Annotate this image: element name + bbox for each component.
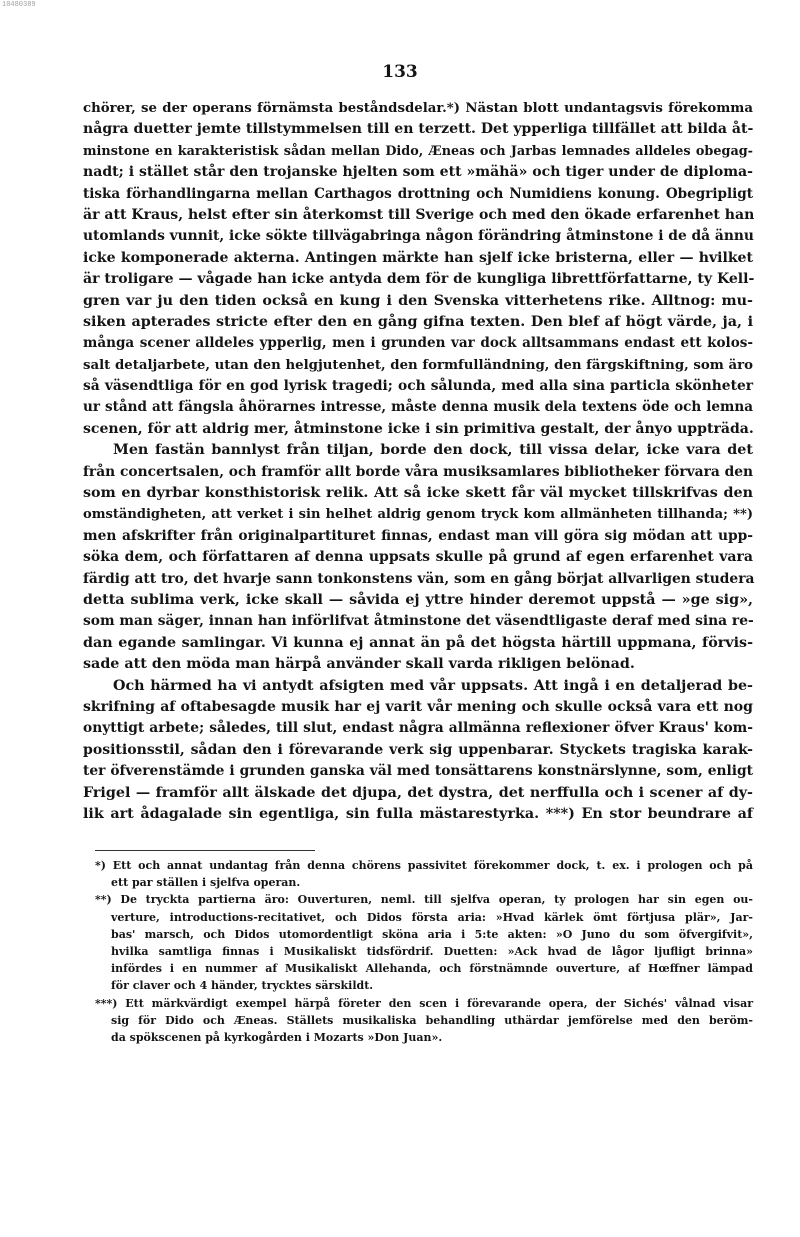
text-line: ur stånd att fängsla åhörarnes intresse, måste denna musik dela textens öde och lemna (83, 399, 753, 416)
body-text (83, 98, 753, 825)
text-line: siken apterades stricte efter den en gång gifna texten. Den blef af högt värde, ja, i (83, 313, 753, 330)
text-line: chörer, se der operans förnämsta beståndsdelar.*) Nästan blott undantagsvis förekomma (83, 101, 753, 116)
text-line: ter öfverenstämde i grunden ganska väl med tonsättarens konstnärslynne, som, enligt (83, 763, 753, 780)
footnote-divider (95, 850, 315, 851)
text-line: söka dem, och författaren af denna uppsats skulle på grund af egen erfarenhet vara (83, 549, 753, 566)
text-line: minstone en karakteristisk sådan mellan Dido, Æneas och Jarbas lemnades alldeles obegag- (83, 143, 753, 159)
text-line: som man säger, innan han införlifvat åtminstone det väsendtligaste deraf med sina re- (83, 613, 754, 630)
text-line: dan egande samlingar. Vi kunna ej annat än på det högsta härtill uppmana, förvis- (83, 634, 753, 651)
library-stamp: 10480389 (2, 1, 36, 9)
footnote-line: da spökscenen på kyrkogården i Mozarts »Don Juan». (111, 1030, 443, 1044)
footnote-line: hvilka samtliga finnas i Musikaliskt tidsfördrif. Duetten: »Ack hvad de lågor ljufligt brinna» (111, 944, 753, 958)
text-line: onyttigt arbete; således, till slut, endast några allmänna reflexioner öfver Kraus' kom- (83, 720, 753, 737)
text-line: Frigel — framför allt älskade det djupa, det dystra, det nerffulla och i scener af dy- (83, 784, 753, 801)
footnote (83, 995, 753, 1047)
text-line: skrifning af oftabesagde musik har ej varit vår mening och skulle också vara ett nog (83, 698, 753, 715)
text-line: omständigheten, att verket i sin helhet aldrig genom tryck kom allmänheten tillhanda; **) (83, 507, 753, 523)
text-line: scenen, för att aldrig mer, åtminstone icke i sin primitiva gestalt, der ånyo uppträda. (83, 420, 754, 437)
text-line: positionsstil, sådan den i förevarande verk sig uppenbarar. Styckets tragiska karak- (83, 741, 753, 758)
text-line: många scener alldeles ypperlig, men i grunden var dock alltsammans endast ett kolos- (83, 335, 753, 352)
text-line: salt detaljarbete, utan den helgjutenhet, den formfulländning, den färgskiftning, som äro (83, 357, 753, 373)
text-line: icke komponerade akterna. Antingen märkte han sjelf icke bristerna, eller — hvilket (83, 249, 753, 266)
text-line: nadt; i stället står den trojanske hjelten som ett »mähä» och tiger under de diploma- (83, 164, 753, 181)
footnote-line: *) Ett och annat undantag från denna chörens passivitet förekommer dock, t. ex. i prologen och på (95, 859, 753, 872)
text-line: gren var ju den tiden också en kung i den Svenska vitterhetens rike. Alltnog: mu- (83, 292, 753, 309)
text-line: Och härmed ha vi antydt afsigten med vår uppsats. Att ingå i en detaljerad be- (113, 677, 753, 694)
footnote-line: **) De tryckta partierna äro: Ouverturen, neml. till sjelfva operan, ty prologen har sin egen ou- (95, 893, 753, 907)
footnote-line: verture, introductions-recitativet, och Didos första aria: »Hvad kärlek ömt förtjusa plär», Jar- (111, 910, 753, 924)
text-line: från concertsalen, och framför allt borde våra musiksamlares bibliotheker förvara den (83, 463, 754, 480)
footnote-line: för claver och 4 händer, trycktes särskildt. (111, 979, 374, 993)
text-line: så väsendtliga för en god lyrisk tragedi; och sålunda, med alla sina particla skönheter (83, 378, 753, 395)
text-line: sade att den möda man härpå använder skall varda rikligen belönad. (83, 656, 635, 673)
footnotes (83, 857, 753, 1046)
text-line: som en dyrbar konsthistorisk relik. Att så icke skett får väl mycket tillskrifvas den (83, 485, 753, 502)
footnote-line: ***) Ett märkvärdigt exempel härpå företer den scen i förevarande opera, der Sichés' vålnad visar (95, 996, 753, 1010)
footnote-line: ett par ställen i sjelfva operan. (111, 876, 301, 890)
footnote-line: bas' marsch, och Didos utomordentligt sköna aria i 5:te akten: »O Juno du som öfvergifvit», (111, 927, 753, 941)
text-line: färdig att tro, det hvarje sann tonkonstens vän, som en gång börjat allvarligen studera (83, 570, 755, 587)
text-line: är troligare — vågade han icke antyda dem för de kungliga librettförfattarne, ty Kell- (83, 271, 755, 288)
text-line: lik art ådagalade sin egentliga, sin fulla mästarestyrka. ***) En stor beundrare af (83, 805, 753, 822)
footnote (83, 891, 753, 994)
text-line: är att Kraus, helst efter sin återkomst till Sverige och med den ökade erfarenhet han (83, 206, 755, 223)
footnote (83, 857, 753, 891)
footnote-line: sig för Dido och Æneas. Ställets musikaliska behandling uthärdar jemförelse med den beröm- (111, 1013, 753, 1027)
text-line: men afskrifter från originalpartituret finnas, endast man vill göra sig mödan att upp- (83, 527, 753, 544)
text-line: Men fastän bannlyst från tiljan, borde den dock, till vissa delar, icke vara det (113, 442, 753, 459)
text-line: tiska förhandlingarna mellan Carthagos drottning och Numidiens konung. Obegripligt (83, 185, 753, 202)
text-line: utomlands vunnit, icke sökte tillvägabringa någon förändring åtminstone i de då ännu (83, 228, 754, 245)
text-line: några duetter jemte tillstymmelsen till en terzett. Det ypperliga tillfället att bilda åt- (83, 121, 754, 138)
footnote-line: infördes i en nummer af Musikaliskt Allehanda, och förstnämnde ouverture, af Hœffner lämpad (111, 962, 753, 976)
page-number: 133 (382, 62, 418, 82)
text-line: detta sublima verk, icke skall — såvida ej yttre hinder deremot uppstå — »ge sig», (83, 591, 753, 608)
